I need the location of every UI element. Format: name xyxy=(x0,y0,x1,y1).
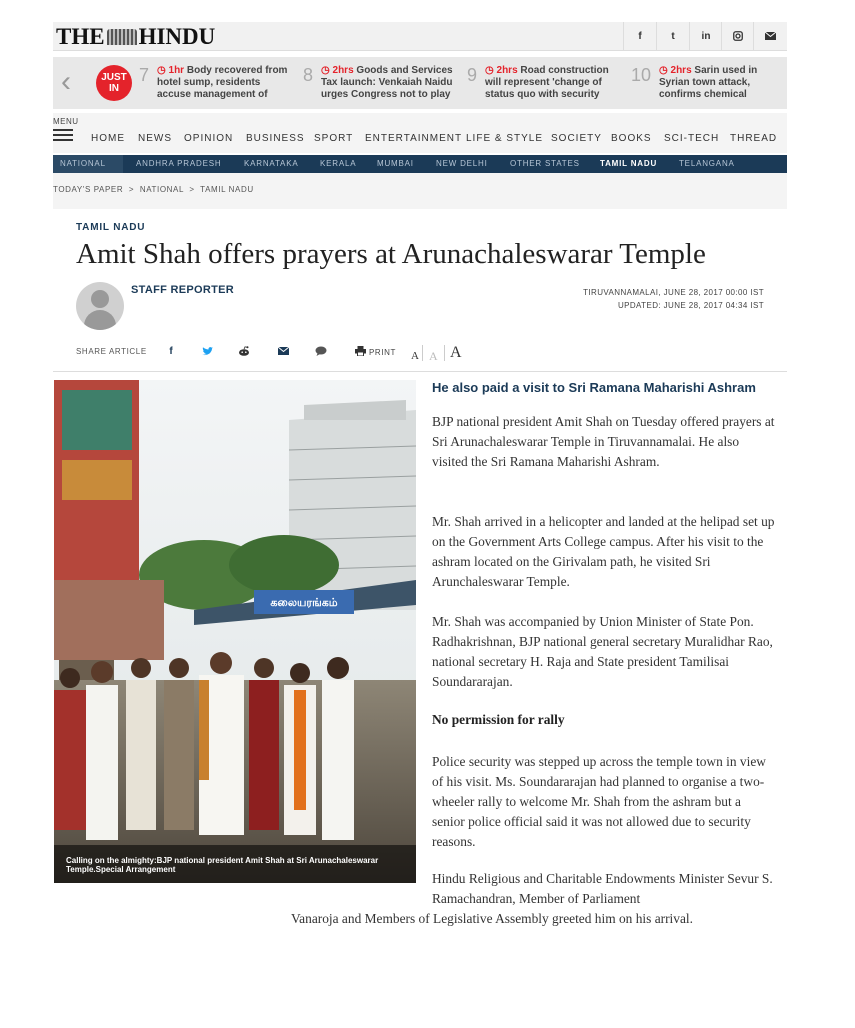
subnav-karnataka[interactable]: KARNATAKA xyxy=(244,159,299,168)
subnav-mumbai[interactable]: MUMBAI xyxy=(377,159,414,168)
subnav-national[interactable]: NATIONAL xyxy=(60,159,106,168)
photo-sign-text: கலையரங்கம் xyxy=(270,597,338,609)
article-section-label[interactable]: TAMIL NADU xyxy=(76,222,146,233)
just-in-text: ◷ 2hrs Sarin used in Syrian town attack, confirms chemical xyxy=(659,65,758,100)
just-in-text: ◷ 2hrs Road construction will represent 'change of status quo with security xyxy=(485,65,609,100)
article-paragraph: Police security was stepped up across the temple town in view of his visit. Ms. Soundararajan had planned to organise a two-wheeler rally to welcome Mr. Shah from the ashram but a senior police official said it was not allowed due to security reasons. xyxy=(432,754,766,849)
nav-sci-tech[interactable]: SCI-TECH xyxy=(664,133,720,144)
email-icon[interactable] xyxy=(753,22,786,50)
article-headline: Amit Shah offers prayers at Arunachaleswarar Temple xyxy=(76,238,706,270)
main-navigation xyxy=(53,113,787,153)
just-in-item[interactable] xyxy=(139,63,289,103)
just-in-item[interactable] xyxy=(631,63,781,103)
facebook-icon[interactable]: f xyxy=(623,22,656,50)
nav-business[interactable]: BUSINESS xyxy=(246,133,305,144)
font-size-divider xyxy=(444,345,445,361)
subnav-telangana[interactable]: TELANGANA xyxy=(679,159,735,168)
breadcrumb-separator: > xyxy=(126,185,137,194)
nav-society[interactable]: SOCIETY xyxy=(551,133,602,144)
just-in-badge: JUST IN xyxy=(96,65,132,101)
subnav-andhra-pradesh[interactable]: ANDHRA PRADESH xyxy=(136,159,222,168)
menu-label: MENU xyxy=(53,117,79,126)
nav-thread[interactable]: THREAD xyxy=(730,133,778,144)
just-in-text: ◷ 2hrs Goods and Services Tax launch: Venkaiah Naidu urges Congress not to play xyxy=(321,65,453,100)
print-icon[interactable] xyxy=(350,343,370,359)
updated-date: UPDATED: JUNE 28, 2017 04:34 IST xyxy=(617,301,764,310)
instagram-icon[interactable] xyxy=(721,22,754,50)
font-size-medium[interactable]: A xyxy=(429,349,438,363)
breadcrumb-separator: > xyxy=(186,185,198,194)
author-name[interactable]: STAFF REPORTER xyxy=(131,284,234,296)
article-paragraph: Mr. Shah was accompanied by Union Minister of State Pon. Radhakrishnan, BJP national general secretary Muralidhar Rao, national secretary H. Raja and State president Tamilisai Soundararajan. xyxy=(432,614,773,689)
menu-button[interactable] xyxy=(53,117,77,141)
emblem-icon xyxy=(107,29,137,45)
author-avatar xyxy=(76,282,124,330)
breadcrumb xyxy=(53,185,254,194)
nav-home[interactable]: HOME xyxy=(91,133,125,144)
share-article-label: SHARE ARTICLE xyxy=(76,347,147,356)
nav-entertainment[interactable]: ENTERTAINMENT xyxy=(365,133,463,144)
nav-books[interactable]: BOOKS xyxy=(611,133,652,144)
dateline xyxy=(583,286,764,312)
just-in-strip xyxy=(53,57,787,109)
breadcrumb-national[interactable]: NATIONAL xyxy=(139,185,184,194)
logo-text-left: THE xyxy=(56,24,105,49)
hamburger-icon xyxy=(53,129,77,141)
chevron-left-icon[interactable]: ‹ xyxy=(61,65,71,98)
nav-life-style[interactable]: LIFE & STYLE xyxy=(466,133,544,144)
just-in-item[interactable] xyxy=(467,63,617,103)
font-size-small[interactable]: A xyxy=(411,350,419,362)
article-subhead: He also paid a visit to Sri Ramana Maharishi Ashram xyxy=(432,380,756,395)
just-in-number: 10 xyxy=(631,65,652,85)
subnav-tamil-nadu[interactable]: TAMIL NADU xyxy=(600,159,658,168)
just-in-number: 9 xyxy=(467,65,478,85)
nav-opinion[interactable]: OPINION xyxy=(184,133,234,144)
breadcrumb-todays-paper[interactable]: TODAY'S PAPER xyxy=(53,185,124,194)
just-in-text: ◷ 1hr Body recovered from hotel sump, residents accuse management of xyxy=(157,65,288,100)
article-photo[interactable] xyxy=(54,380,416,883)
rally-heading: No permission for rally xyxy=(432,712,565,727)
article-paragraph: Vanaroja and Members of Legislative Assembly greeted him on his arrival. xyxy=(291,911,693,926)
subnav-other-states[interactable]: OTHER STATES xyxy=(510,159,580,168)
share-email-icon[interactable] xyxy=(273,343,293,359)
masthead xyxy=(53,22,787,51)
subnav-kerala[interactable]: KERALA xyxy=(320,159,357,168)
share-facebook-icon[interactable]: f xyxy=(169,345,173,357)
share-divider xyxy=(53,371,787,372)
font-size-large[interactable]: A xyxy=(450,344,462,361)
font-size-divider xyxy=(422,345,423,361)
print-label[interactable]: PRINT xyxy=(369,348,396,357)
published-date: TIRUVANNAMALAI, JUNE 28, 2017 00:00 IST xyxy=(583,288,764,297)
article-paragraph: Mr. Shah arrived in a helicopter and landed at the helipad set up on the Government Arts College campus. After his visit to the ashram located on the Girivalam path, he visited Sri Arunchaleswarar Temple. xyxy=(432,514,775,589)
twitter-icon[interactable]: t xyxy=(656,22,689,50)
share-reddit-icon[interactable] xyxy=(234,343,254,359)
photo-caption: Calling on the almighty:BJP national president Amit Shah at Sri Arunachaleswarar Temple.Special Arrangement xyxy=(66,856,379,874)
article-paragraph: BJP national president Amit Shah on Tuesday offered prayers at Sri Arunachaleswarar Temple in Tiruvannamalai. He also visited the Sri Ramana Maharishi Ashram. xyxy=(432,414,775,469)
article-paragraph: Hindu Religious and Charitable Endowments Minister Sevur S. Ramachandran, Member of Parliament xyxy=(432,871,773,906)
breadcrumb-bar xyxy=(53,173,787,209)
subnav-new-delhi[interactable]: NEW DELHI xyxy=(436,159,488,168)
just-in-item[interactable] xyxy=(303,63,453,103)
nav-sport[interactable]: SPORT xyxy=(314,133,354,144)
section-subnav xyxy=(53,155,787,173)
comment-icon[interactable] xyxy=(311,343,331,359)
the-hindu-logo[interactable] xyxy=(56,24,215,50)
temple-photo xyxy=(54,380,416,883)
breadcrumb-tamil-nadu[interactable]: TAMIL NADU xyxy=(200,185,254,194)
just-in-number: 7 xyxy=(139,65,150,85)
nav-news[interactable]: NEWS xyxy=(138,133,172,144)
logo-text-right: HINDU xyxy=(138,24,216,49)
linkedin-icon[interactable]: in xyxy=(689,22,722,50)
just-in-number: 8 xyxy=(303,65,314,85)
share-twitter-icon[interactable] xyxy=(197,343,217,359)
